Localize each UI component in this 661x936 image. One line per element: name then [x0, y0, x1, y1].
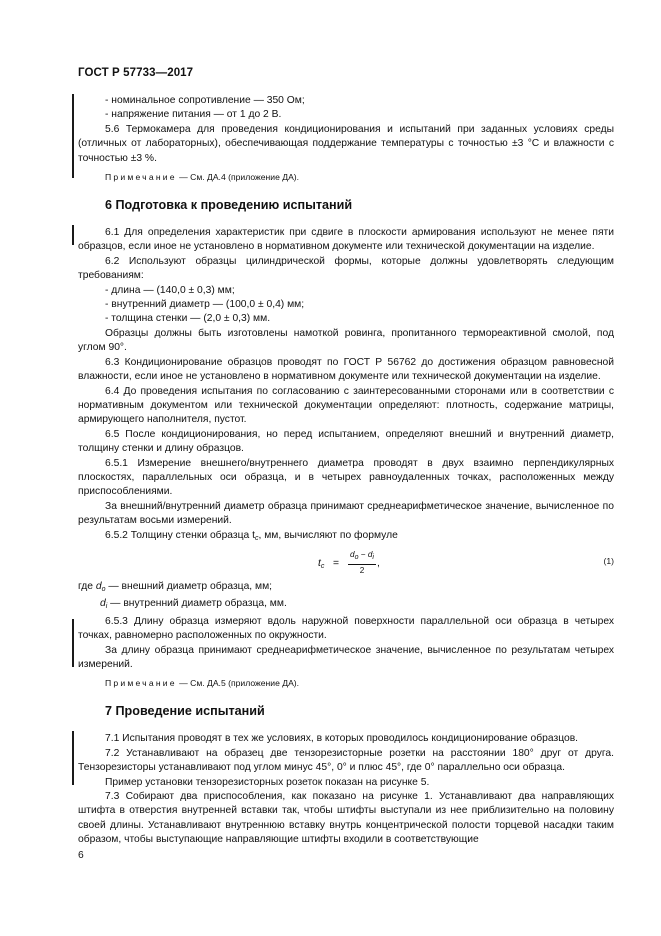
document-body: [78, 94, 614, 848]
note-label: Примечание: [105, 678, 177, 689]
paragraph-5-6: 5.6 Термокамера для проведения кондиционирования и испытаний при заданных условиях среды (отличных от лабораторных), обеспечивающая поддержание температуры с точностью ±3 °С и влажности с точностью ±3 %.: [78, 123, 614, 164]
paragraph-6-3: 6.3 Кондиционирование образцов проводят по ГОСТ Р 56762 до достижения образцом равновесной влажности, если иное не установлено в нормативном документе или технической документации на изделие.: [78, 356, 614, 383]
formula-denominator: 2: [359, 565, 365, 575]
paragraph-6-5-2: [78, 529, 614, 546]
note-da4: [78, 171, 614, 183]
list-item-wall-thickness: - толщина стенки — (2,0 ± 0,3) мм.: [105, 313, 271, 325]
paragraph-6-5: 6.5 После кондиционирования, но перед испытанием, определяют внешний и внутренний диаметр, толщину стенки и длину образцов.: [78, 428, 614, 455]
formula-num-a: d: [350, 549, 355, 559]
paragraph-example: Пример установки тензорезисторных розеток показан на рисунке 5.: [105, 776, 430, 788]
formula-number: (1): [603, 555, 614, 566]
paragraph-6-1: 6.1 Для определения характеристик при сдвиге в плоскости армирования используют не менее пяти образцов, если иное не установлено в нормативном документе или технической документации на изделие.: [78, 227, 614, 253]
page-number: 6: [78, 850, 84, 861]
list-item-inner-diameter: - внутренний диаметр — (100,0 ± 0,4) мм;: [105, 299, 305, 311]
formula-lhs-sub: c: [320, 562, 325, 570]
formula-lhs-symbol: t: [318, 557, 321, 569]
revision-bar-top: [72, 94, 74, 178]
paragraph-6-2: 6.2 Используют образцы цилиндрической формы, которые должны удовлетворять следующим требованиям:: [78, 255, 614, 282]
where-1-sub: o: [101, 585, 106, 593]
where-prefix: где: [78, 580, 96, 592]
revision-bar-6-5-3: [72, 619, 74, 667]
where-inner-diameter: [78, 597, 614, 614]
list-item-length: - длина — (140,0 ± 0,3) мм;: [105, 284, 235, 296]
formula-comma: ,: [377, 557, 380, 569]
where-outer-diameter: [78, 580, 614, 597]
note-text: — См. ДА.4 (приложение ДА).: [176, 172, 300, 183]
note-da5: [78, 677, 614, 689]
formula-lhs: [318, 557, 324, 574]
formula-1: [78, 546, 614, 580]
paragraph-6-5-2-tail: , мм, вычисляют по формуле: [258, 529, 398, 541]
revision-bar-section7: [72, 731, 74, 785]
paragraph-7-1: 7.1 Испытания проводят в тех же условиях, в которых проводилось кондиционирование образцов.: [105, 733, 579, 745]
note-text: — См. ДА.5 (приложение ДА).: [176, 678, 300, 689]
formula-fraction: [348, 550, 376, 576]
paragraph-samples: Образцы должны быть изготовлены намоткой ровинга, пропитанного термореактивной смолой, под углом 90°.: [78, 327, 614, 354]
formula-numerator: [348, 550, 376, 565]
formula-expression: [318, 550, 398, 576]
formula-minus: −: [358, 549, 368, 559]
paragraph-6-5-2-lead: 6.5.2 Толщину стенки образца t: [105, 529, 255, 541]
formula-num-b-sub: i: [372, 553, 374, 561]
list-item-voltage: - напряжение питания — от 1 до 2 В.: [105, 109, 282, 121]
where-2-text: — внутренний диаметр образца, мм.: [107, 598, 287, 610]
paragraph-6-5-1: 6.5.1 Измерение внешнего/внутреннего диаметра проводят в двух взаимно перпендикулярных плоскостях, параллельных оси образца, и в четырех равноудаленных точках, расположенных между приспособлениями.: [78, 457, 614, 498]
where-2-sub: i: [105, 603, 108, 611]
where-1-symbol: d: [95, 580, 102, 592]
formula-num-b: d: [367, 549, 373, 559]
note-label: Примечание: [105, 172, 177, 183]
document-header: ГОСТ Р 57733—2017: [78, 67, 194, 79]
where-2-symbol: d: [100, 598, 106, 610]
revision-bar-section6-start: [72, 225, 74, 245]
paragraph-length-average: За длину образца принимают среднеарифметическое значение, вычисленное по результатам четырех измерений.: [78, 644, 614, 670]
section-6-title: 6 Подготовка к проведению испытаний: [105, 198, 353, 213]
formula-num-a-sub: o: [354, 553, 359, 561]
paragraph-7-2: 7.2 Устанавливают на образец две тензорезисторные розетки на расстоянии 180° друг от друга. Тензорезисторы устанавливают под углом минус 45°, 0° и плюс 45°, где 0° параллельно оси образца.: [78, 747, 614, 774]
list-item-resistance: - номинальное сопротивление — 350 Ом;: [105, 95, 305, 106]
paragraph-6-5-3: 6.5.3 Длину образца измеряют вдоль наружной поверхности параллельной оси образца в четырех точках, равномерно расположенных по окружности.: [78, 615, 614, 642]
paragraph-diameter-average: За внешний/внутренний диаметр образца принимают среднеарифметическое значение, вычисленное по результатам восьми измерений.: [78, 500, 614, 527]
formula-equals: =: [333, 557, 340, 569]
paragraph-6-5-2-sub: c: [254, 534, 259, 542]
where-1-text: — внешний диаметр образца, мм;: [105, 580, 273, 592]
section-7-title: 7 Проведение испытаний: [105, 704, 265, 719]
paragraph-6-4: 6.4 До проведения испытания по согласованию с заинтересованными сторонами или в соответствии с нормативным документом или технической документации определяют: плотность, содержание матрицы, армирующего наполнителя, пустот.: [78, 385, 614, 426]
paragraph-7-3: 7.3 Собирают два приспособления, как показано на рисунке 1. Устанавливают два направляющих штифта в отверстия внутренней вставки так, чтобы штифты выступали из нее приблизительно на половину своей длины. Устанавливают внутреннюю вставку внутрь концентрической полости торцевой насадки таким образом, чтобы выступающие направляющие штифты входили в соответствующие: [78, 791, 614, 846]
